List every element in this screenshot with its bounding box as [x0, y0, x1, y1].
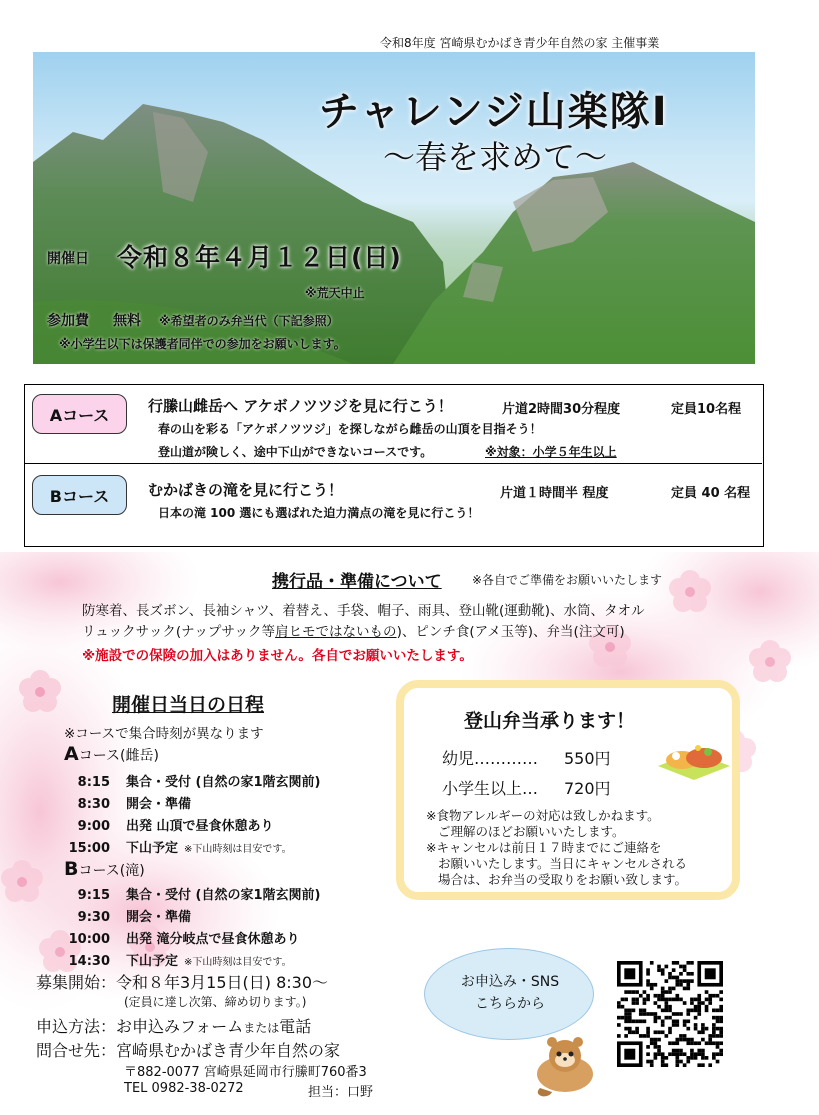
schedule-time: 10:00: [68, 932, 110, 947]
schedule-row: [52, 794, 320, 816]
child-note: ※小学生以下は保護者同伴での参加をお願いします。: [59, 337, 346, 351]
course-b-duration: 片道１時間半 程度: [500, 486, 609, 501]
course-a-title: 行縢山雌岳へ アケボノツツジを見に行こう！: [148, 397, 453, 415]
schedule-course-b-rows: [52, 885, 320, 974]
bento-elem-price: 720円: [564, 779, 611, 798]
course-a-target: ※対象：小学５年生以上: [485, 445, 617, 459]
fee-value: 無料: [113, 313, 141, 329]
schedule-text: 開会・準備: [126, 797, 192, 812]
items-heading: 携行品・準備について: [272, 572, 442, 592]
course-a-badge: Aコース: [32, 394, 127, 434]
course-table: [24, 384, 764, 547]
phone: TEL 0982-38-0272: [124, 1081, 244, 1096]
schedule-text: 開会・準備: [126, 910, 192, 925]
bento-infant-label: 幼児…………: [442, 749, 539, 768]
course-divider: [25, 463, 762, 464]
schedule-time: 9:00: [77, 819, 110, 834]
date-label: 開催日: [47, 251, 89, 267]
items-heading-note: ※各自でご準備をお願いいたします: [472, 573, 663, 587]
sns-bubble: [424, 948, 594, 1040]
bento-infant-price: 550円: [564, 749, 611, 768]
bento-title: 登山弁当承ります！: [464, 710, 636, 732]
flying-squirrel-mascot-icon: [532, 1030, 598, 1100]
event-date: 令和８年４月１２日(日): [117, 243, 402, 272]
schedule-row: [52, 816, 320, 838]
course-a-desc2: 登山道が険しく、途中下山ができないコースです。: [158, 445, 433, 459]
schedule-row: [52, 772, 320, 794]
course-b-capacity: 定員 40 名程: [671, 486, 751, 501]
staff-name: 担当：口野: [308, 1085, 374, 1100]
schedule-title: 開催日当日の日程: [112, 694, 265, 716]
schedule-text: 下山予定: [126, 954, 179, 969]
items-line-2: リュックサック(ナップサック等肩ヒモではないもの)、ピンチ食(アメ玉等)、弁当(注文可): [82, 624, 625, 640]
sponsor-line: 令和8年度 宮崎県むかばき青少年自然の家 主催事業: [380, 36, 660, 50]
schedule-text: 出発 滝分岐点で昼食休憩あり: [126, 932, 300, 947]
contact: 問合せ先：宮崎県むかばき青少年自然の家: [36, 1041, 341, 1060]
schedule-row: [52, 929, 320, 951]
schedule-small-note: ※下山時刻は目安です。: [184, 957, 292, 968]
bento-box: [396, 680, 740, 900]
bento-note-5: 場合は、お弁当の受取りをお願い致します。: [438, 872, 688, 887]
schedule-time: 8:15: [77, 775, 110, 790]
recruit-note: (定員に達し次第、締め切ります。): [124, 995, 307, 1009]
schedule-text: 出発 山頂で昼食休憩あり: [126, 819, 274, 834]
event-title: チャレンジ山楽隊Ⅰ: [319, 89, 669, 135]
bento-note-4: お願いいたします。当日にキャンセルされる: [438, 856, 688, 871]
schedule-time: 15:00: [68, 841, 110, 856]
schedule-text: 下山予定: [126, 841, 179, 856]
rain-note: ※荒天中止: [305, 286, 365, 300]
address: 〒882-0077 宮崎県延岡市行縢町760番3: [124, 1065, 367, 1080]
course-a-desc: 春の山を彩る「アケボノツツジ」を探しながら雌岳の山頂を目指そう！: [158, 422, 542, 436]
recruit-start: 募集開始：令和８年3月15日(日) 8:30～: [36, 973, 329, 992]
items-line-1: 防寒着、長ズボン、長袖シャツ、着替え、手袋、帽子、雨具、登山靴(運動靴)、水筒、タオル: [82, 603, 645, 619]
schedule-time: 9:30: [77, 910, 110, 925]
bento-note-3: ※キャンセルは前日１７時までにご連絡を: [426, 840, 662, 855]
schedule-row: [52, 885, 320, 907]
schedule-course-a-heading: Aコース(雌岳): [64, 743, 159, 765]
schedule-note: ※コースで集合時刻が異なります: [64, 726, 264, 742]
course-b-badge: Bコース: [32, 475, 127, 515]
bento-note-2: ご理解のほどお願いいたします。: [438, 824, 625, 839]
fee-label: 参加費: [47, 313, 89, 329]
schedule-time: 9:15: [77, 888, 110, 903]
course-a-duration: 片道2時間30分程度: [502, 402, 621, 417]
course-a-capacity: 定員10名程: [671, 402, 742, 417]
apply-method: 申込方法：お申込みフォームまたは電話: [36, 1017, 312, 1036]
bento-elem-label: 小学生以上…: [442, 779, 539, 798]
schedule-course-b-heading: Bコース(滝): [64, 858, 145, 880]
bento-note-1: ※食物アレルギーの対応は致しかねます。: [426, 808, 660, 823]
qr-code-icon[interactable]: [617, 961, 723, 1067]
bento-box-icon: [654, 730, 734, 782]
schedule-course-a-rows: [52, 772, 320, 861]
hero-banner: [33, 52, 755, 364]
bubble-line-1: お申込み・SNS: [460, 974, 560, 990]
insurance-warning: ※施設での保険の加入はありません。各自でお願いいたします。: [82, 648, 473, 664]
bubble-line-2: こちらから: [475, 996, 545, 1012]
schedule-small-note: ※下山時刻は目安です。: [184, 844, 292, 855]
schedule-row: [52, 907, 320, 929]
schedule-text: 集合・受付 (自然の家1階玄関前): [126, 775, 321, 790]
event-subtitle: ～春を求めて～: [383, 138, 608, 176]
fee-note: ※希望者のみ弁当代（下記参照）: [159, 314, 339, 328]
course-b-desc: 日本の滝 100 選にも選ばれた迫力満点の滝を見に行こう！: [158, 506, 480, 520]
schedule-time: 8:30: [77, 797, 110, 812]
schedule-time: 14:30: [68, 954, 110, 969]
schedule-text: 集合・受付 (自然の家1階玄関前): [126, 888, 321, 903]
course-b-title: むかばきの滝を見に行こう！: [148, 481, 344, 499]
